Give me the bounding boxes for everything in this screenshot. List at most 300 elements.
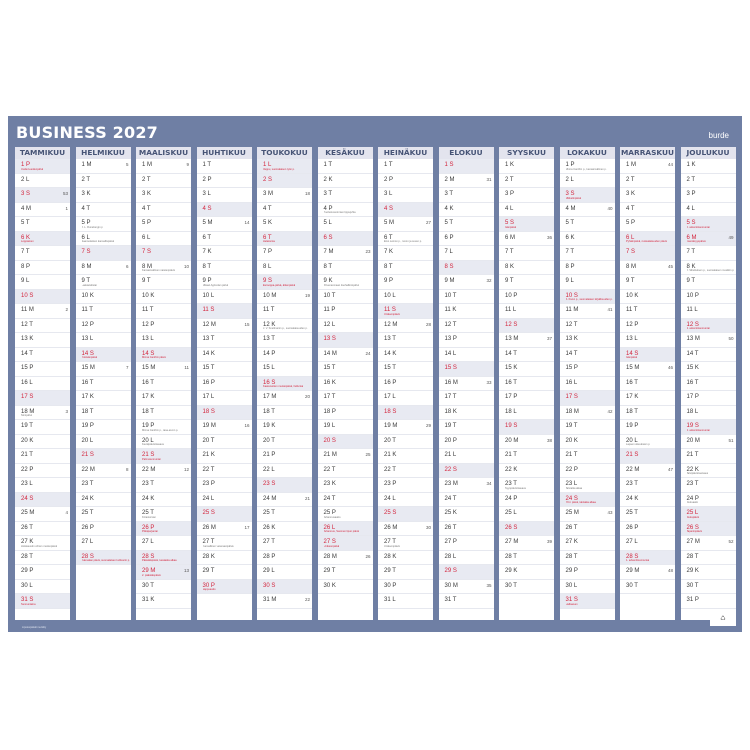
- day-row[interactable]: [560, 174, 615, 189]
- day-row[interactable]: [136, 174, 191, 189]
- day-row[interactable]: [620, 319, 675, 334]
- day-row[interactable]: [257, 348, 312, 363]
- day-row[interactable]: [257, 159, 312, 174]
- day-row[interactable]: [136, 275, 191, 290]
- day-row[interactable]: [15, 333, 70, 348]
- day-row[interactable]: [378, 551, 433, 566]
- day-row[interactable]: [76, 348, 131, 363]
- day-row[interactable]: [560, 551, 615, 566]
- day-row[interactable]: [136, 580, 191, 595]
- day-row[interactable]: [681, 333, 736, 348]
- day-row[interactable]: [439, 232, 494, 247]
- day-row[interactable]: [318, 304, 373, 319]
- day-row[interactable]: [15, 261, 70, 276]
- day-row[interactable]: [197, 174, 252, 189]
- day-row[interactable]: [136, 449, 191, 464]
- day-row[interactable]: [439, 362, 494, 377]
- day-row[interactable]: [15, 319, 70, 334]
- day-row[interactable]: [378, 406, 433, 421]
- day-row[interactable]: [499, 261, 554, 276]
- day-row[interactable]: [197, 203, 252, 218]
- day-row[interactable]: [681, 551, 736, 566]
- day-row[interactable]: [136, 507, 191, 522]
- day-row[interactable]: [499, 478, 554, 493]
- day-row[interactable]: [620, 420, 675, 435]
- day-row[interactable]: [15, 174, 70, 189]
- day-row[interactable]: [499, 203, 554, 218]
- day-row[interactable]: [378, 464, 433, 479]
- day-row[interactable]: [620, 565, 675, 580]
- day-row[interactable]: [318, 435, 373, 450]
- day-row[interactable]: [681, 507, 736, 522]
- day-row[interactable]: [560, 594, 615, 609]
- day-row[interactable]: [318, 536, 373, 551]
- day-row[interactable]: [439, 493, 494, 508]
- day-row[interactable]: [318, 478, 373, 493]
- day-row[interactable]: [136, 348, 191, 363]
- day-row[interactable]: [620, 246, 675, 261]
- day-row[interactable]: [681, 304, 736, 319]
- day-row[interactable]: [318, 319, 373, 334]
- day-row[interactable]: [560, 522, 615, 537]
- day-row[interactable]: [620, 435, 675, 450]
- day-row[interactable]: [257, 333, 312, 348]
- day-row[interactable]: [257, 551, 312, 566]
- day-row[interactable]: [681, 493, 736, 508]
- day-row[interactable]: [318, 188, 373, 203]
- day-row[interactable]: [76, 362, 131, 377]
- day-row[interactable]: [136, 203, 191, 218]
- day-row[interactable]: [257, 188, 312, 203]
- day-row[interactable]: [681, 362, 736, 377]
- day-row[interactable]: [681, 565, 736, 580]
- day-row[interactable]: [620, 449, 675, 464]
- day-row[interactable]: [560, 232, 615, 247]
- day-row[interactable]: [197, 275, 252, 290]
- day-row[interactable]: [257, 536, 312, 551]
- day-row[interactable]: [378, 246, 433, 261]
- day-row[interactable]: [15, 391, 70, 406]
- day-row[interactable]: [620, 203, 675, 218]
- day-row[interactable]: [318, 362, 373, 377]
- day-row[interactable]: [15, 275, 70, 290]
- day-row[interactable]: [439, 275, 494, 290]
- day-row[interactable]: [15, 362, 70, 377]
- day-row[interactable]: [439, 507, 494, 522]
- day-row[interactable]: [318, 493, 373, 508]
- day-row[interactable]: [76, 406, 131, 421]
- day-row[interactable]: [499, 391, 554, 406]
- day-row[interactable]: [439, 246, 494, 261]
- day-row[interactable]: [257, 290, 312, 305]
- day-row[interactable]: [378, 580, 433, 595]
- day-row[interactable]: [681, 478, 736, 493]
- day-row[interactable]: [136, 551, 191, 566]
- day-row[interactable]: [15, 435, 70, 450]
- day-row[interactable]: [76, 522, 131, 537]
- day-row[interactable]: [620, 333, 675, 348]
- day-row[interactable]: [620, 493, 675, 508]
- day-row[interactable]: [560, 159, 615, 174]
- day-row[interactable]: [257, 377, 312, 392]
- day-row[interactable]: [76, 464, 131, 479]
- day-row[interactable]: [560, 435, 615, 450]
- day-row[interactable]: [378, 391, 433, 406]
- day-row[interactable]: [560, 377, 615, 392]
- day-row[interactable]: [681, 449, 736, 464]
- day-row[interactable]: [197, 217, 252, 232]
- day-row[interactable]: [197, 304, 252, 319]
- day-row[interactable]: [76, 232, 131, 247]
- day-row[interactable]: [197, 507, 252, 522]
- day-row[interactable]: [257, 594, 312, 609]
- day-row[interactable]: [197, 232, 252, 247]
- day-row[interactable]: [197, 246, 252, 261]
- day-row[interactable]: [499, 536, 554, 551]
- day-row[interactable]: [681, 536, 736, 551]
- day-row[interactable]: [378, 435, 433, 450]
- day-row[interactable]: [197, 159, 252, 174]
- day-row[interactable]: [76, 174, 131, 189]
- day-row[interactable]: [499, 565, 554, 580]
- day-row[interactable]: [257, 203, 312, 218]
- day-row[interactable]: [136, 217, 191, 232]
- day-row[interactable]: [136, 261, 191, 276]
- day-row[interactable]: [681, 594, 736, 609]
- day-row[interactable]: [439, 420, 494, 435]
- day-row[interactable]: [257, 261, 312, 276]
- day-row[interactable]: [439, 594, 494, 609]
- day-row[interactable]: [499, 435, 554, 450]
- day-row[interactable]: [136, 246, 191, 261]
- day-row[interactable]: [560, 362, 615, 377]
- day-row[interactable]: [499, 290, 554, 305]
- day-row[interactable]: [681, 377, 736, 392]
- day-row[interactable]: [378, 348, 433, 363]
- day-row[interactable]: [197, 333, 252, 348]
- day-row[interactable]: [620, 406, 675, 421]
- day-row[interactable]: [439, 522, 494, 537]
- day-row[interactable]: [15, 551, 70, 566]
- day-row[interactable]: [560, 348, 615, 363]
- day-row[interactable]: [136, 565, 191, 580]
- day-row[interactable]: [681, 391, 736, 406]
- day-row[interactable]: [560, 217, 615, 232]
- day-row[interactable]: [560, 246, 615, 261]
- day-row[interactable]: [620, 232, 675, 247]
- day-row[interactable]: [15, 203, 70, 218]
- day-row[interactable]: [681, 464, 736, 479]
- day-row[interactable]: [136, 420, 191, 435]
- day-row[interactable]: [620, 551, 675, 566]
- day-row[interactable]: [257, 391, 312, 406]
- day-row[interactable]: [318, 333, 373, 348]
- day-row[interactable]: [378, 174, 433, 189]
- day-row[interactable]: [499, 420, 554, 435]
- day-row[interactable]: [197, 319, 252, 334]
- day-row[interactable]: [499, 304, 554, 319]
- day-row[interactable]: [439, 536, 494, 551]
- day-row[interactable]: [620, 290, 675, 305]
- day-row[interactable]: [560, 290, 615, 305]
- day-row[interactable]: [15, 594, 70, 609]
- day-row[interactable]: [76, 551, 131, 566]
- day-row[interactable]: [681, 174, 736, 189]
- day-row[interactable]: [197, 290, 252, 305]
- day-row[interactable]: [378, 522, 433, 537]
- day-row[interactable]: [560, 203, 615, 218]
- day-row[interactable]: [76, 261, 131, 276]
- day-row[interactable]: [257, 493, 312, 508]
- day-row[interactable]: [257, 420, 312, 435]
- day-row[interactable]: [439, 174, 494, 189]
- day-row[interactable]: [560, 507, 615, 522]
- day-row[interactable]: [257, 507, 312, 522]
- day-row[interactable]: [15, 464, 70, 479]
- day-row[interactable]: [378, 377, 433, 392]
- day-row[interactable]: [136, 435, 191, 450]
- day-row[interactable]: [560, 275, 615, 290]
- day-row[interactable]: [15, 290, 70, 305]
- day-row[interactable]: [76, 420, 131, 435]
- day-row[interactable]: [318, 464, 373, 479]
- day-row[interactable]: [257, 478, 312, 493]
- day-row[interactable]: [620, 391, 675, 406]
- day-row[interactable]: [257, 246, 312, 261]
- day-row[interactable]: [76, 493, 131, 508]
- day-row[interactable]: [560, 333, 615, 348]
- day-row[interactable]: [499, 507, 554, 522]
- day-row[interactable]: [439, 478, 494, 493]
- day-row[interactable]: [15, 188, 70, 203]
- day-row[interactable]: [136, 406, 191, 421]
- day-row[interactable]: [136, 319, 191, 334]
- day-row[interactable]: [681, 348, 736, 363]
- day-row[interactable]: [76, 203, 131, 218]
- day-row[interactable]: [560, 449, 615, 464]
- day-row[interactable]: [15, 348, 70, 363]
- day-row[interactable]: [560, 464, 615, 479]
- day-row[interactable]: [620, 348, 675, 363]
- day-row[interactable]: [318, 580, 373, 595]
- day-row[interactable]: [136, 188, 191, 203]
- day-row[interactable]: [76, 333, 131, 348]
- day-row[interactable]: [378, 420, 433, 435]
- day-row[interactable]: [257, 232, 312, 247]
- day-row[interactable]: [318, 449, 373, 464]
- day-row[interactable]: [560, 580, 615, 595]
- day-row[interactable]: [681, 246, 736, 261]
- day-row[interactable]: [318, 391, 373, 406]
- day-row[interactable]: [378, 565, 433, 580]
- day-row[interactable]: [76, 275, 131, 290]
- day-row[interactable]: [378, 217, 433, 232]
- day-row[interactable]: [136, 594, 191, 609]
- day-row[interactable]: [76, 391, 131, 406]
- day-row[interactable]: [499, 319, 554, 334]
- day-row[interactable]: [560, 536, 615, 551]
- day-row[interactable]: [76, 435, 131, 450]
- day-row[interactable]: [681, 420, 736, 435]
- day-row[interactable]: [499, 217, 554, 232]
- day-row[interactable]: [439, 580, 494, 595]
- day-row[interactable]: [197, 377, 252, 392]
- day-row[interactable]: [136, 522, 191, 537]
- day-row[interactable]: [499, 348, 554, 363]
- day-row[interactable]: [681, 203, 736, 218]
- day-row[interactable]: [197, 406, 252, 421]
- day-row[interactable]: [499, 493, 554, 508]
- day-row[interactable]: [76, 246, 131, 261]
- day-row[interactable]: [620, 580, 675, 595]
- day-row[interactable]: [378, 478, 433, 493]
- day-row[interactable]: [439, 449, 494, 464]
- day-row[interactable]: [681, 290, 736, 305]
- day-row[interactable]: [439, 159, 494, 174]
- day-row[interactable]: [378, 203, 433, 218]
- day-row[interactable]: [197, 348, 252, 363]
- day-row[interactable]: [378, 493, 433, 508]
- day-row[interactable]: [681, 159, 736, 174]
- day-row[interactable]: [318, 275, 373, 290]
- day-row[interactable]: [378, 275, 433, 290]
- day-row[interactable]: [560, 493, 615, 508]
- day-row[interactable]: [560, 565, 615, 580]
- day-row[interactable]: [197, 435, 252, 450]
- day-row[interactable]: [197, 536, 252, 551]
- day-row[interactable]: [257, 449, 312, 464]
- day-row[interactable]: [378, 449, 433, 464]
- day-row[interactable]: [15, 377, 70, 392]
- day-row[interactable]: [76, 507, 131, 522]
- day-row[interactable]: [76, 304, 131, 319]
- day-row[interactable]: [439, 261, 494, 276]
- day-row[interactable]: [499, 275, 554, 290]
- day-row[interactable]: [15, 406, 70, 421]
- day-row[interactable]: [197, 188, 252, 203]
- day-row[interactable]: [681, 261, 736, 276]
- day-row[interactable]: [318, 261, 373, 276]
- day-row[interactable]: [620, 261, 675, 276]
- day-row[interactable]: [560, 391, 615, 406]
- day-row[interactable]: [439, 391, 494, 406]
- day-row[interactable]: [318, 348, 373, 363]
- day-row[interactable]: [499, 232, 554, 247]
- day-row[interactable]: [378, 304, 433, 319]
- day-row[interactable]: [318, 203, 373, 218]
- day-row[interactable]: [197, 362, 252, 377]
- day-row[interactable]: [15, 478, 70, 493]
- day-row[interactable]: [439, 188, 494, 203]
- day-row[interactable]: [620, 159, 675, 174]
- day-row[interactable]: [620, 536, 675, 551]
- day-row[interactable]: [197, 478, 252, 493]
- day-row[interactable]: [620, 304, 675, 319]
- day-row[interactable]: [439, 348, 494, 363]
- day-row[interactable]: [560, 304, 615, 319]
- day-row[interactable]: [499, 362, 554, 377]
- day-row[interactable]: [76, 536, 131, 551]
- day-row[interactable]: [15, 420, 70, 435]
- day-row[interactable]: [439, 377, 494, 392]
- day-row[interactable]: [257, 275, 312, 290]
- day-row[interactable]: [439, 464, 494, 479]
- day-row[interactable]: [318, 507, 373, 522]
- day-row[interactable]: [499, 522, 554, 537]
- day-row[interactable]: [560, 261, 615, 276]
- day-row[interactable]: [197, 261, 252, 276]
- day-row[interactable]: [197, 565, 252, 580]
- day-row[interactable]: [76, 449, 131, 464]
- day-row[interactable]: [76, 377, 131, 392]
- day-row[interactable]: [378, 261, 433, 276]
- day-row[interactable]: [15, 536, 70, 551]
- day-row[interactable]: [378, 188, 433, 203]
- day-row[interactable]: [136, 464, 191, 479]
- day-row[interactable]: [378, 594, 433, 609]
- day-row[interactable]: [378, 362, 433, 377]
- day-row[interactable]: [318, 551, 373, 566]
- day-row[interactable]: [318, 565, 373, 580]
- day-row[interactable]: [15, 449, 70, 464]
- day-row[interactable]: [197, 493, 252, 508]
- day-row[interactable]: [318, 246, 373, 261]
- day-row[interactable]: [439, 435, 494, 450]
- day-row[interactable]: [15, 232, 70, 247]
- day-row[interactable]: [439, 203, 494, 218]
- day-row[interactable]: [257, 580, 312, 595]
- day-row[interactable]: [499, 464, 554, 479]
- day-row[interactable]: [197, 522, 252, 537]
- day-row[interactable]: [15, 246, 70, 261]
- day-row[interactable]: [620, 522, 675, 537]
- day-row[interactable]: [136, 493, 191, 508]
- day-row[interactable]: [76, 188, 131, 203]
- day-row[interactable]: [499, 333, 554, 348]
- day-row[interactable]: [620, 275, 675, 290]
- day-row[interactable]: [15, 522, 70, 537]
- day-row[interactable]: [681, 435, 736, 450]
- day-row[interactable]: [136, 377, 191, 392]
- day-row[interactable]: [499, 406, 554, 421]
- day-row[interactable]: [136, 333, 191, 348]
- day-row[interactable]: [378, 536, 433, 551]
- day-row[interactable]: [15, 217, 70, 232]
- day-row[interactable]: [439, 290, 494, 305]
- day-row[interactable]: [560, 188, 615, 203]
- day-row[interactable]: [439, 217, 494, 232]
- day-row[interactable]: [15, 580, 70, 595]
- day-row[interactable]: [76, 478, 131, 493]
- day-row[interactable]: [499, 159, 554, 174]
- day-row[interactable]: [620, 362, 675, 377]
- day-row[interactable]: [681, 217, 736, 232]
- day-row[interactable]: [76, 319, 131, 334]
- day-row[interactable]: [681, 522, 736, 537]
- day-row[interactable]: [378, 159, 433, 174]
- day-row[interactable]: [378, 333, 433, 348]
- day-row[interactable]: [560, 420, 615, 435]
- day-row[interactable]: [15, 565, 70, 580]
- day-row[interactable]: [257, 362, 312, 377]
- day-row[interactable]: [378, 507, 433, 522]
- day-row[interactable]: [560, 319, 615, 334]
- day-row[interactable]: [15, 493, 70, 508]
- day-row[interactable]: [318, 232, 373, 247]
- day-row[interactable]: [257, 304, 312, 319]
- day-row[interactable]: [620, 464, 675, 479]
- day-row[interactable]: [257, 565, 312, 580]
